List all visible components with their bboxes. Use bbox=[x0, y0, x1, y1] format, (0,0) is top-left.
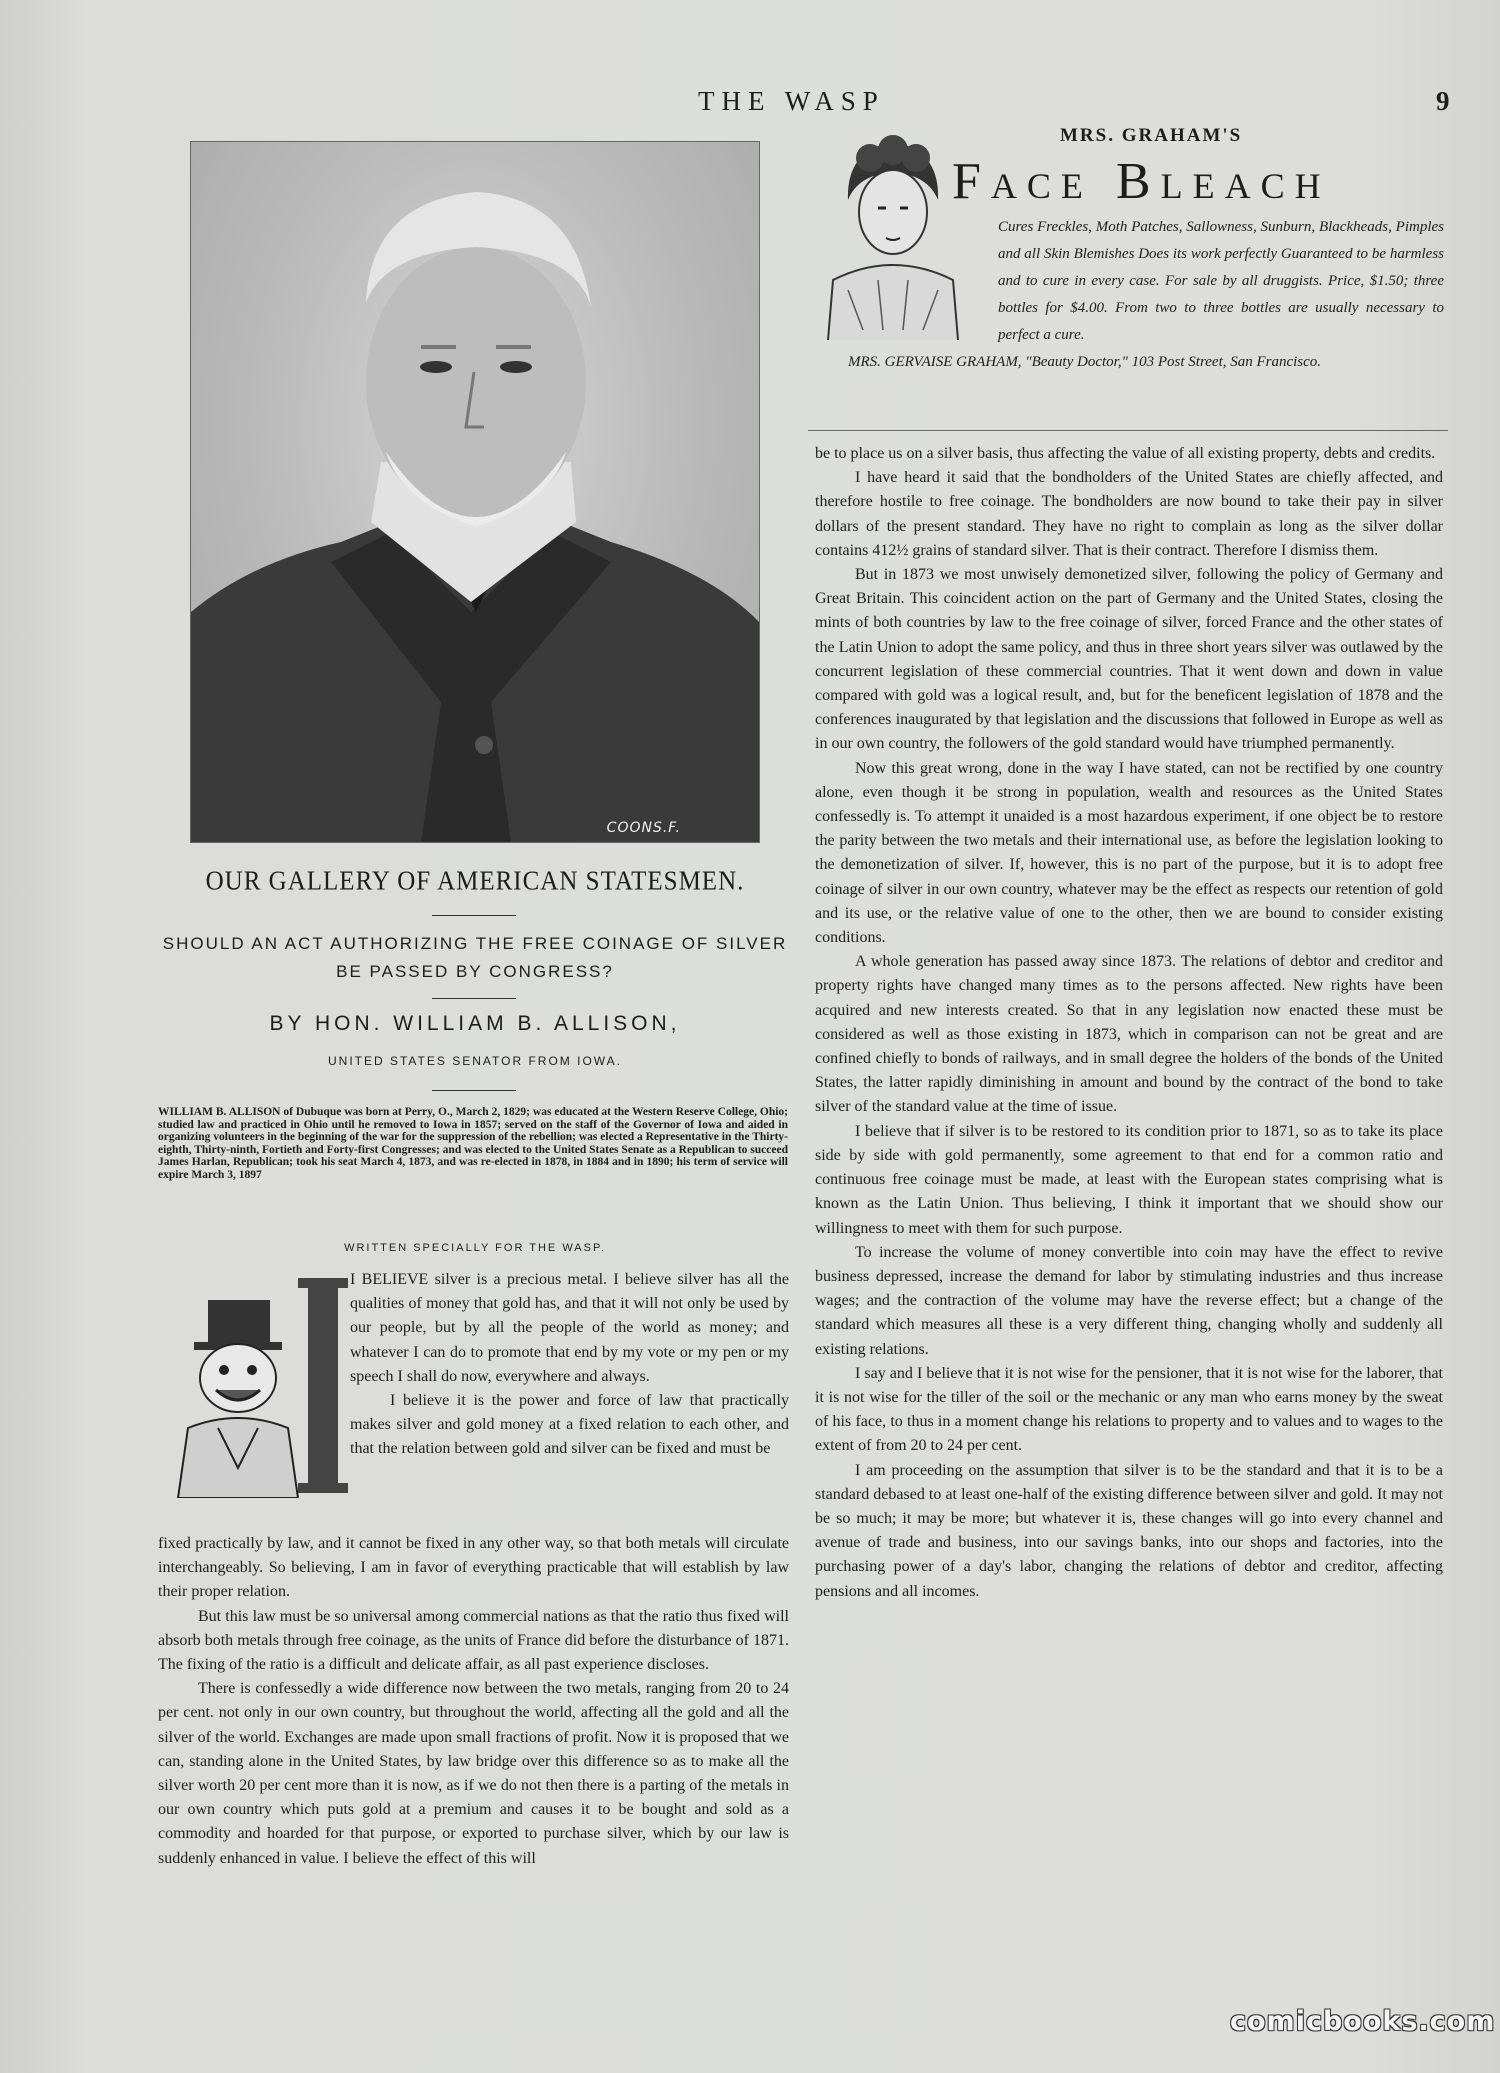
article-column-left-bottom bbox=[158, 1532, 789, 1871]
paragraph: I am proceeding on the assumption that silver is to be the standard and that it is to be a standard debased to at least one-half of the existing difference between silver and gold. It may not be so much; it may be more; but whatever it is, these changes will go into every channel and avenue of trade and business, into our savings banks, into our shops and factories, into the purchasing power of a day's labor, changing the relations of debtor and creditor, affecting pensions and all incomes. bbox=[815, 1461, 1443, 1600]
paragraph: I believe that if silver is to be restored to its condition prior to 1871, so as to take its place side by side with gold permanently, some agreement to that end for a common ratio and continuous free coinage must be made, at least with the European states comprising what is known as the Latin Union. Thus believing, I think it important that we should show our willingness to meet with them for such purpose. bbox=[815, 1122, 1443, 1237]
article-question: SHOULD AN ACT AUTHORIZING THE FREE COINAGE OF SILVER BE PASSED BY CONGRESS? bbox=[162, 934, 788, 981]
ad-brand: MRS. GRAHAM'S bbox=[1060, 125, 1243, 146]
paragraph: But this law must be so universal among commercial nations as that the ratio thus fixed will absorb both metals through free coinage, as the units of France did before the disturbance of 1871. The fixing of the ratio is a difficult and delicate affair, as all past experience discloses. bbox=[158, 1607, 789, 1674]
written-for-note: WRITTEN SPECIALLY FOR THE WASP. bbox=[344, 1242, 606, 1254]
site-watermark: comicbooks.com bbox=[1230, 2006, 1496, 2037]
divider bbox=[432, 998, 516, 999]
page-number: 9 bbox=[1436, 86, 1450, 116]
paragraph: I believe it is the power and force of law that practically makes silver and gold money at a fixed relation to each other, and that the relation between gold and silver can be fixed and must be bbox=[350, 1392, 789, 1458]
paragraph: fixed practically by law, and it cannot be fixed in any other way, so that both metals will circulate interchangeably. So believing, I am in favor of everything practicable that will establish by law their proper relation. bbox=[158, 1535, 789, 1601]
paragraph: Now this great wrong, done in the way I have stated, can not be rectified by one country alone, even though it be strong in population, wealth and resources as the United States confessedly is. To attempt it unaided is a most hazardous experiment, if one object be to restore the parity between the two metals and their international use, as before the legislation looking to the demonetization of silver. If, however, this is no part of the purpose, but it is to adopt free coinage of silver in our own country, whatever may be the effect as respects our retention of gold and its use, or the relative value of one to the other, then we are bound to consider existing conditions. bbox=[815, 759, 1443, 947]
paragraph: I say and I believe that it is not wise for the pensioner, that it is not wise for the laborer, that it is not wise for the tiller of the soil or the mechanic or any man who earns money by the sweat of his face, to thus in a moment change his relations to property and to values and to wages to the extent of from 20 to 24 per cent. bbox=[815, 1364, 1443, 1455]
ad-product-name: Face Bleach bbox=[952, 153, 1331, 210]
dropcap-cartoon-illustration bbox=[158, 1278, 354, 1498]
article-column-left-top bbox=[350, 1268, 789, 1462]
ad-address: MRS. GERVAISE GRAHAM, "Beauty Doctor," 103 Post Street, San Francisco. bbox=[848, 354, 1322, 370]
gallery-title: OUR GALLERY OF AMERICAN STATESMEN. bbox=[205, 866, 745, 897]
paragraph: A whole generation has passed away since 1873. The relations of debtor and creditor and property rights have changed many times as to the persons affected. New rights have been acquired and new interests created. So that in any legislation now enacted these must be considered as well as those existing in 1873, which in comparison can not be great and are confined chiefly to bonds of railways, and in small degree the holders of the bonds of the United States, the latter rapidly diminishing in amount and bound by the contract of the bond to take silver of the standard value at the time of issue. bbox=[815, 953, 1443, 1116]
author-biography: WILLIAM B. ALLISON of Dubuque was born at Perry, O., March 2, 1829; was educated at the Western Reserve College, Ohio; studied law and practiced in Ohio until he removed to Iowa in 1857; served on the staff of the Governor of Iowa and aided in organizing volunteers in the beginning of the war for the suppression of the rebellion; was elected a Representative in the Thirty-eighth, Thirty-ninth, Fortieth and Forty-first Congresses; and was elected to the United States Senate as a Republican to succeed James Harlan, Republican; took his seat March 4, 1873, and was re-elected in 1878, in 1884 and in 1890; his term of service will expire March 3, 1897 bbox=[158, 1106, 788, 1181]
masthead: THE WASP bbox=[698, 86, 885, 116]
paragraph: I have heard it said that the bondholders of the United States are chiefly affected, and therefore hostile to free coinage. The bondholders are now bound to take their pay in silver dollars of the present standard. They have no right to complain as long as the silver dollar contains 412½ grains of standard silver. That is their contract. Therefore I dismiss them. bbox=[815, 469, 1443, 559]
divider bbox=[432, 1090, 516, 1091]
paragraph: be to place us on a silver basis, thus affecting the value of all existing property, debts and credits. bbox=[815, 445, 1436, 462]
paragraph: There is confessedly a wide difference now between the two metals, ranging from 20 to 24 per cent. not only in our own country, but throughout the world, affecting all the gold and all the silver of the world. Exchanges are made upon small fractions of profit. Now it is proposed that we can, standing alone in the United States, by law bridge over this difference so as to make all the silver worth 20 per cent more than it is now, as if we do not then there is a parting of the metals in our own country which puts gold at a premium and causes it to be bought and sold as a commodity and hoarded for that purpose, or exported to purchase silver, which by our law is suddenly enhanced in value. I believe the effect of this will bbox=[158, 1680, 789, 1867]
divider bbox=[432, 915, 516, 916]
face-bleach-advertisement bbox=[808, 122, 1448, 427]
ad-copy-text: Cures Freckles, Moth Patches, Sallowness, Sunburn, Blackheads, Pimples and all Skin Blemishes Does its work perfectly Guaranteed to be harmless and to cure in every case. For sale by all druggists. Price, $1.50; three bottles for $4.00. From two to three bottles are usually necessary to perfect a cure. bbox=[998, 219, 1444, 343]
portrait-engraving bbox=[190, 141, 760, 843]
author-title: UNITED STATES SENATOR FROM IOWA. bbox=[327, 1054, 622, 1068]
paragraph: To increase the volume of money convertible into coin may have the effect to revive business depressed, increase the demand for labor by stimulating industries and thus increase wages; and the contraction of the volume may have the reverse effect; but a change of the standard which measures all these is a very different thing, changing wholly and suddenly all existing relations. bbox=[815, 1243, 1443, 1358]
article-column-right bbox=[815, 442, 1443, 1604]
engraver-signature: COONS.F. bbox=[606, 820, 681, 836]
ad-copy bbox=[808, 214, 1444, 376]
paragraph: But in 1873 we most unwisely demonetized silver, following the policy of Germany and Great Britain. This coincident action on the part of Germany and the United States, closing the mints of both countries by law to the free coinage of silver, forced France and the other states of the Latin Union to adopt the same policy, and thus in three short years silver was outlawed by the concurrent legislation of these commercial countries. That it went down and down in value compared with gold was a logical result, and, but for the beneficent legislation of 1878 and the conferences inaugurated by that legislation and the discussions that followed in Europe as well as in our own country, the followers of the gold standard would have triumphed permanently. bbox=[815, 566, 1443, 753]
ad-divider bbox=[808, 430, 1448, 431]
paragraph: I BELIEVE silver is a precious metal. I believe silver has all the qualities of money that gold has, and that it will not only be used by our people, but by all the people of the world as money; and whatever I can do to promote that end by my vote or my pen or my speech I shall do now, everywhere and always. bbox=[350, 1271, 789, 1385]
byline: BY HON. WILLIAM B. ALLISON, bbox=[269, 1012, 681, 1035]
